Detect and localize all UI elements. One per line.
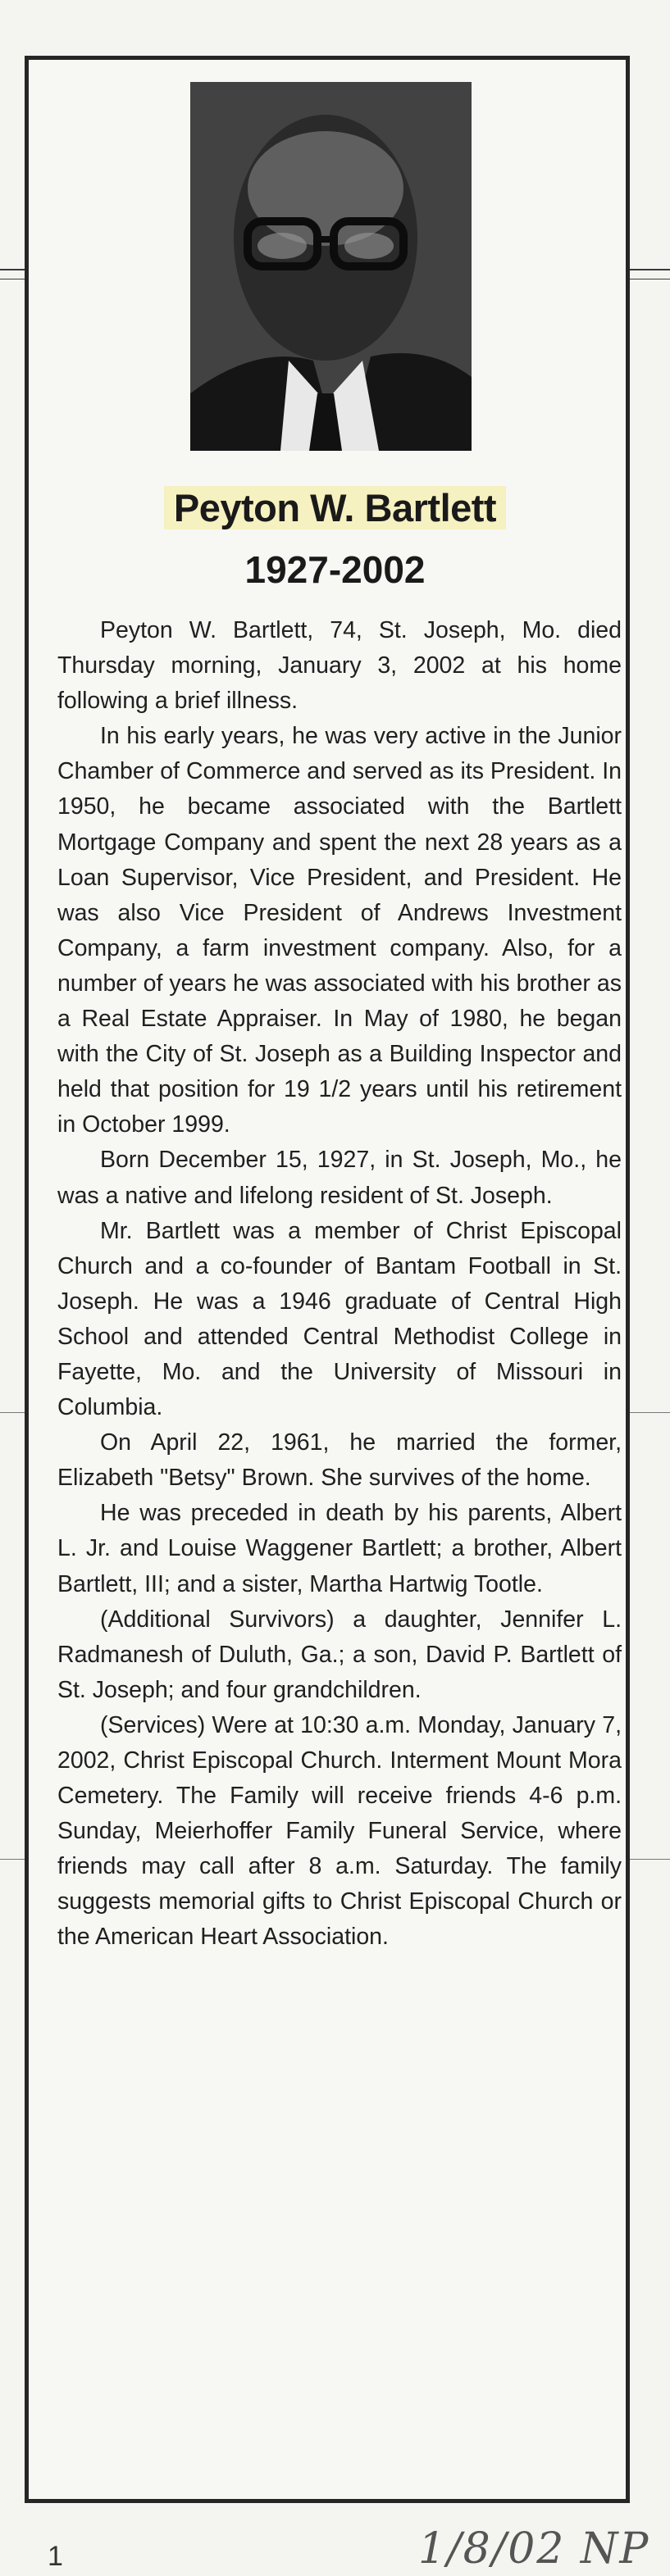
paragraph: He was preceded in death by his parents, Albert L. Jr. and Louise Waggener Bartlett; a brother, Albert Bartlett, III; and a sister, Martha Hartwig Tootle. [57, 1500, 622, 1597]
portrait-photo [190, 82, 472, 451]
paragraph: On April 22, 1961, he married the former, Elizabeth "Betsy" Brown. She survives of the home. [57, 1429, 622, 1492]
life-years: 1927-2002 [244, 548, 426, 591]
paragraph: (Services) Were at 10:30 a.m. Monday, January 7, 2002, Christ Episcopal Church. Interment Mount Mora Cemetery. The Family will receive friends 4-6 p.m. Sunday, Meierhoffer Family Funeral Service, where friends may call after 8 a.m. Saturday. The family suggests memorial gifts to Christ Episcopal Church or the American Heart Association. [57, 1711, 622, 1951]
paragraph: Born December 15, 1927, in St. Joseph, Mo., he was a native and lifelong resident of St. Joseph. [57, 1147, 622, 1209]
paragraph: In his early years, he was very active in the Junior Chamber of Commerce and served as its President. In 1950, he became associated with the Bartlett Mortgage Company and spent the next 28 years as a Loan Supervisor, Vice President, and President. He was also Vice President of Andrews Investment Company, a farm investment company. Also, for a number of years he was associated with his brother as a Real Estate Appraiser. In May of 1980, he began with the City of St. Joseph as a Building Inspector and held that position for 19 1/2 years until his retirement in October 1999. [57, 723, 622, 1138]
paragraph: Peyton W. Bartlett, 74, St. Joseph, Mo. died Thursday morning, January 3, 2002 at his home following a brief illness. [57, 617, 622, 715]
deceased-name: Peyton W. Bartlett [0, 485, 670, 530]
paragraph: Mr. Bartlett was a member of Christ Episcopal Church and a co-founder of Bantam Football in St. Joseph. He was a 1946 graduate of Central High School and attended Central Methodist College in Fayette, Mo. and the University of Missouri in Columbia. [57, 1217, 622, 1421]
obituary-body [57, 613, 622, 1956]
margin-mark: 1 [48, 2541, 63, 2572]
paragraph: (Additional Survivors) a daughter, Jennifer L. Radmanesh of Duluth, Ga.; a son, David P. Bartlett of St. Joseph; and four grandchildren. [57, 1606, 622, 1703]
handwritten-date-note: 1/8/02 NP [418, 2524, 650, 2574]
